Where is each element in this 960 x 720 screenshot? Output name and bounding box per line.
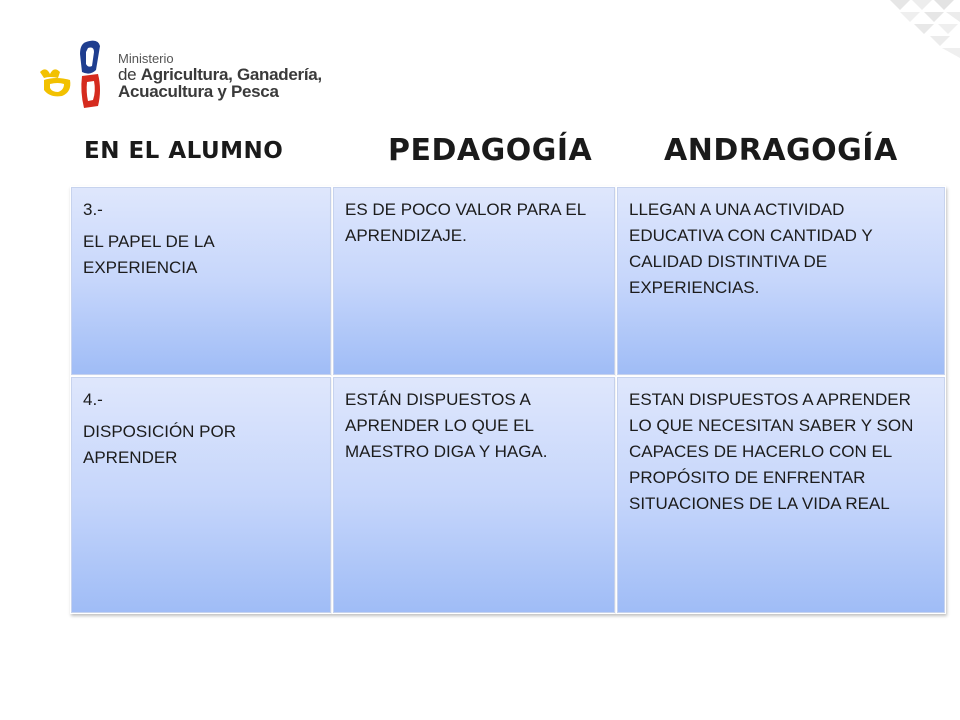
corner-pattern [830, 0, 960, 100]
andragogia-text: ESTAN DISPUESTOS A APRENDER LO QUE NECESITAN SABER Y SON CAPACES DE HACERLO CON EL PROPÓSITO DE ENFRENTAR SITUACIONES DE LA VIDA REAL [629, 390, 914, 513]
table-cell-aspect [70, 376, 332, 614]
logo-line-ministerio: Ministerio [118, 51, 174, 66]
row-number: 3.- [83, 200, 103, 219]
pedagogia-text: ES DE POCO VALOR PARA EL APRENDIZAJE. [345, 200, 586, 245]
table-cell-andragogia [616, 376, 946, 614]
table-cell-pedagogia [332, 186, 616, 376]
logo-line-agricultura-text: Agricultura, Ganadería, [140, 64, 322, 84]
comparison-table [70, 186, 946, 614]
table-cell-andragogia [616, 186, 946, 376]
logo-line-prefix: de [118, 64, 141, 84]
row-number: 4.- [83, 390, 103, 409]
row-aspect: EL PAPEL DE LA EXPERIENCIA [83, 232, 214, 277]
andragogia-text: LLEGAN A UNA ACTIVIDAD EDUCATIVA CON CANTIDAD Y CALIDAD DISTINTIVA DE EXPERIENCIAS. [629, 200, 873, 297]
ministry-logo [36, 36, 336, 116]
table-cell-aspect [70, 186, 332, 376]
heading-en-el-alumno: EN EL ALUMNO [84, 138, 284, 164]
ministry-emblem-icon [36, 36, 116, 116]
heading-pedagogia: PEDAGOGÍA [388, 133, 593, 168]
pedagogia-text: ESTÁN DISPUESTOS A APRENDER LO QUE EL MAESTRO DIGA Y HAGA. [345, 390, 548, 461]
logo-line-agricultura [118, 66, 322, 84]
row-aspect: DISPOSICIÓN POR APRENDER [83, 422, 237, 467]
table-cell-pedagogia [332, 376, 616, 614]
logo-line-acuacultura: Acuacultura y Pesca [118, 82, 279, 102]
heading-andragogia: ANDRAGOGÍA [664, 133, 898, 168]
